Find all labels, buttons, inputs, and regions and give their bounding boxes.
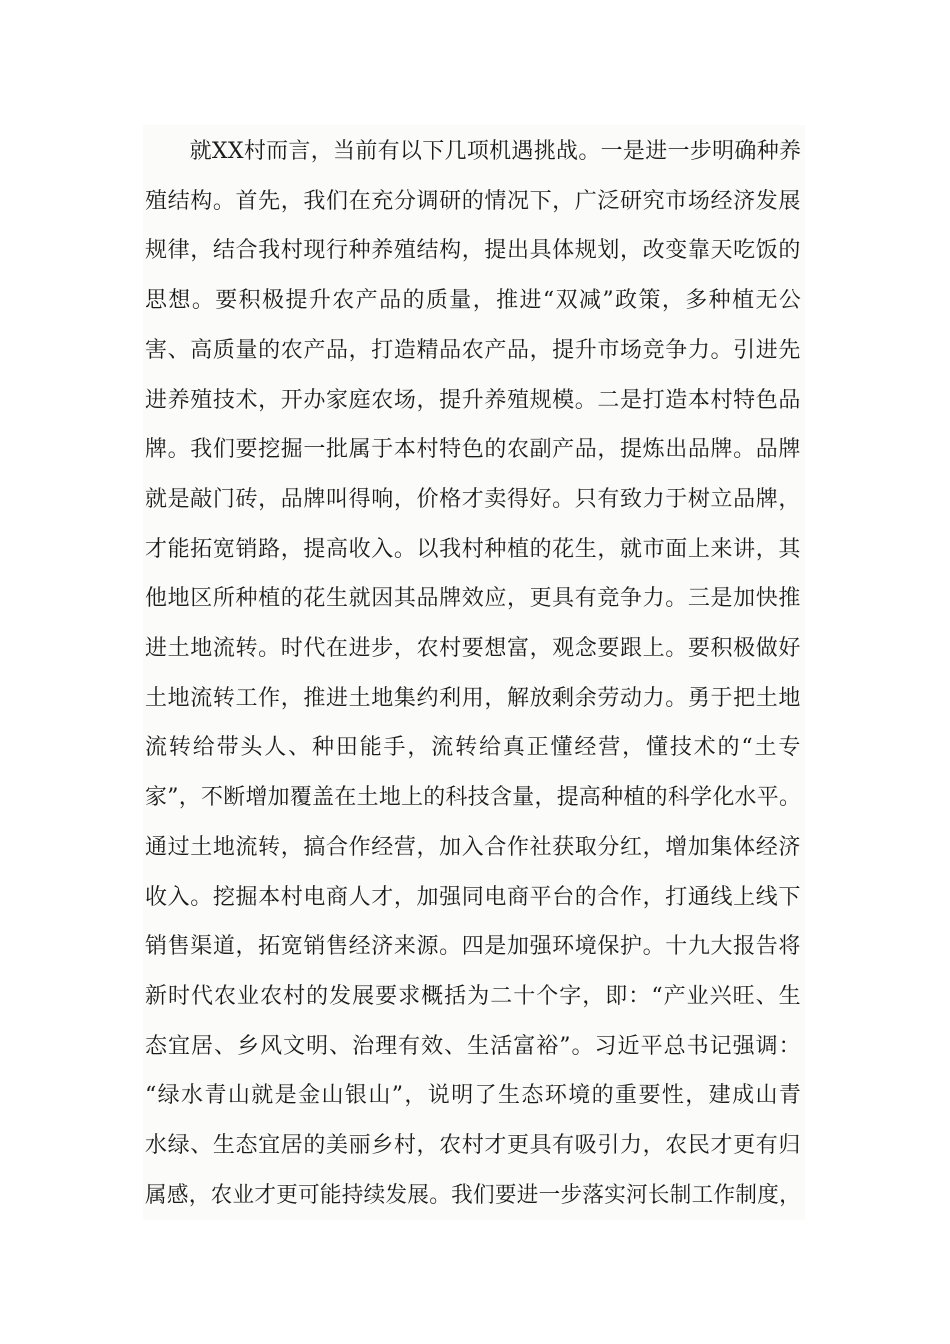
text-line: 新时代农业农村的发展要求概括为二十个字，即：“产业兴旺、生 (145, 983, 802, 1009)
text-line: 他地区所种植的花生就因其品牌效应，更具有竞争力。三是加快推 (145, 586, 802, 612)
text-line: 才能拓宽销路，提高收入。以我村种植的花生，就市面上来讲，其 (145, 536, 802, 562)
text-line: “绿水青山就是金山银山”，说明了生态环境的重要性，建成山青 (145, 1083, 803, 1109)
text-line: 规律，结合我村现行种养殖结构，提出具体规划，改变靠天吃饭的 (145, 238, 802, 264)
text-line: 流转给带头人、种田能手，流转给真正懂经营，懂技术的“土专 (145, 735, 803, 761)
paragraph-block (143, 125, 805, 1220)
text-line: 殖结构。首先，我们在充分调研的情况下，广泛研究市场经济发展 (145, 188, 802, 214)
text-line: 土地流转工作，推进土地集约利用，解放剩余劳动力。勇于把土地 (145, 685, 802, 711)
text-line: 态宜居、乡风文明、治理有效、生活富裕”。习近平总书记强调： (145, 1033, 802, 1059)
text-line: 牌。我们要挖掘一批属于本村特色的农副产品，提炼出品牌。品牌 (145, 437, 802, 463)
text-line: 进土地流转。时代在进步，农村要想富，观念要跟上。要积极做好 (145, 636, 802, 661)
text-line: 通过土地流转，搞合作经营，加入合作社获取分红，增加集体经济 (145, 834, 802, 860)
text-line: 进养殖技术，开办家庭农场，提升养殖规模。二是打造本村特色品 (145, 387, 802, 413)
text-line: 水绿、生态宜居的美丽乡村，农村才更具有吸引力，农民才更有归 (145, 1133, 802, 1158)
text-line: 就XX村而言，当前有以下几项机遇挑战。一是进一步明确种养 (145, 139, 802, 164)
text-line: 属感，农业才更可能持续发展。我们要进一步落实河长制工作制度， (145, 1182, 802, 1208)
text-line: 家”，不断增加覆盖在土地上的科技含量，提高种植的科学化水平。 (145, 785, 802, 811)
text-line: 思想。要积极提升农产品的质量，推进“双减”政策，多种植无公 (145, 288, 803, 314)
text-line: 收入。挖掘本村电商人才，加强同电商平台的合作，打通线上线下 (145, 884, 802, 910)
text-line: 害、高质量的农产品，打造精品农产品，提升市场竞争力。引进先 (145, 337, 802, 363)
text-line: 销售渠道，拓宽销售经济来源。四是加强环境保护。十九大报告将 (145, 934, 802, 960)
text-line: 就是敲门砖，品牌叫得响，价格才卖得好。只有致力于树立品牌， (145, 486, 802, 512)
